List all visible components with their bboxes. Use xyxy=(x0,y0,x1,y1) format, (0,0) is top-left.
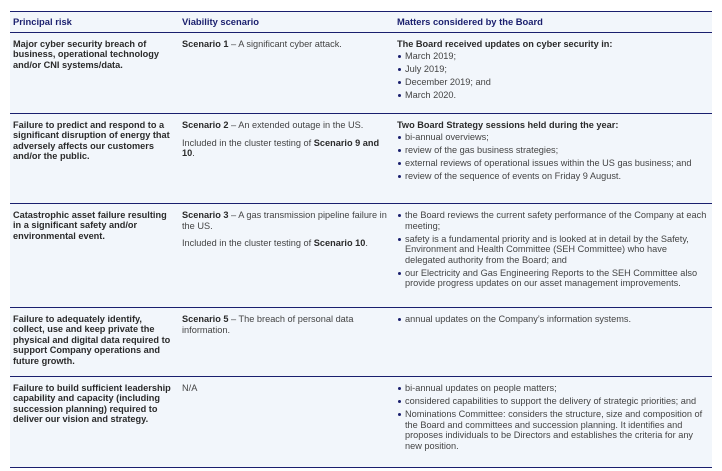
list-item xyxy=(397,51,707,62)
scenario-text: – A significant cyber attack. xyxy=(228,39,342,49)
matters-cell xyxy=(397,314,707,327)
list-item-text: annual updates on the Company’s information systems. xyxy=(405,314,632,324)
scenario-label: Scenario 10 xyxy=(313,238,366,249)
viability-scenario-cell xyxy=(182,39,387,57)
list-item xyxy=(397,409,707,451)
scenario-label: Scenario 9 and 10 xyxy=(182,137,380,159)
list-item-text: Nominations Committee: considers the structure, size and composition of the Board and committees and succession planning. It identifies and proposes individuals to be Directors and establishes the criteria for any new position. xyxy=(405,408,703,451)
scenario-label: Scenario 1 xyxy=(182,39,229,49)
principal-risk-cell: Failure to build sufficient leadership capability and capacity (including succession planning) required to deliver our vision and strategy. xyxy=(13,383,171,425)
list-item xyxy=(397,383,707,394)
bullet-icon xyxy=(398,162,401,165)
principal-risk-cell: Failure to adequately identify, collect, use and keep private the physical and digital data required to support Company operations and future growth. xyxy=(13,314,171,366)
list-item xyxy=(397,90,707,101)
matters-list xyxy=(397,132,707,182)
scenario-line xyxy=(182,210,387,231)
bullet-icon xyxy=(398,318,401,321)
list-item-text: bi-annual overviews; xyxy=(405,131,489,142)
list-item-text: our Electricity and Gas Engineering Reports to the SEH Committee also provide progress updates on our asset management improvements. xyxy=(405,267,698,289)
matters-list xyxy=(397,383,707,451)
viability-scenario-cell xyxy=(182,210,387,256)
matters-cell xyxy=(397,210,707,291)
bullet-icon xyxy=(398,68,401,71)
matters-lead: Two Board Strategy sessions held during the year: xyxy=(397,120,619,130)
bullet-icon xyxy=(398,175,401,178)
header-principal-risk: Principal risk xyxy=(13,16,72,27)
scenario-line xyxy=(182,120,387,131)
table-row xyxy=(10,377,712,468)
list-item-text: considered capabilities to support the delivery of strategic priorities; and xyxy=(405,395,697,406)
list-item xyxy=(397,171,707,182)
matters-lead: The Board received updates on cyber security in: xyxy=(397,39,613,49)
list-item-text: bi-annual updates on people matters; xyxy=(405,383,557,393)
list-item xyxy=(397,234,707,266)
matters-list xyxy=(397,51,707,101)
list-item xyxy=(397,145,707,156)
bullet-icon xyxy=(398,136,401,139)
table-header-row xyxy=(10,12,712,33)
list-item xyxy=(397,132,707,143)
list-item-text: March 2020. xyxy=(405,89,457,100)
matters-cell xyxy=(397,120,707,184)
list-item xyxy=(397,268,707,289)
scenario-label: Scenario 3 xyxy=(182,210,229,220)
scenario-cluster-line xyxy=(182,138,387,159)
bullet-icon xyxy=(398,400,401,403)
bullet-icon xyxy=(398,149,401,152)
header-viability-scenario: Viability scenario xyxy=(182,16,259,27)
bullet-icon xyxy=(398,387,401,390)
list-item xyxy=(397,314,707,325)
scenario-label: Scenario 2 xyxy=(182,120,229,130)
matters-list xyxy=(397,210,707,289)
list-item-text: March 2019; xyxy=(405,50,457,61)
viability-scenario-cell xyxy=(182,120,387,166)
list-item-text: the Board reviews the current safety performance of the Company at each meeting; xyxy=(405,210,707,231)
header-matters-considered: Matters considered by the Board xyxy=(397,16,543,27)
list-item-text: safety is a fundamental priority and is looked at in detail by the Safety, Environment and Health Committee (SEH Committee) who have delegated authority from the Board; and xyxy=(405,233,689,265)
viability-scenario-cell xyxy=(182,314,387,342)
list-item xyxy=(397,64,707,75)
scenario-text: – A gas transmission pipeline failure in the US. xyxy=(182,210,387,231)
bullet-icon xyxy=(398,238,401,241)
bullet-icon xyxy=(398,272,401,275)
scenario-text: Included in the cluster testing of xyxy=(182,137,314,148)
list-item-text: July 2019; xyxy=(405,63,447,74)
principal-risk-cell: Catastrophic asset failure resulting in a significant safety and/or environmental event. xyxy=(13,210,167,241)
table-row xyxy=(10,308,712,377)
scenario-line xyxy=(182,383,387,394)
list-item xyxy=(397,396,707,407)
table-row xyxy=(10,114,712,204)
bullet-icon xyxy=(398,214,401,217)
list-item xyxy=(397,77,707,88)
scenario-label: Scenario 5 xyxy=(182,314,229,324)
list-item-text: external reviews of operational issues within the US gas business; and xyxy=(405,157,692,168)
bullet-icon xyxy=(398,81,401,84)
principal-risk-cell: Major cyber security breach of business, operational technology and/or CNI systems/data. xyxy=(13,39,160,70)
matters-cell xyxy=(397,39,707,103)
matters-list xyxy=(397,314,707,325)
bullet-icon xyxy=(398,55,401,58)
scenario-line xyxy=(182,314,387,335)
table-row xyxy=(10,33,712,114)
scenario-line xyxy=(182,39,387,50)
list-item xyxy=(397,210,707,231)
list-item-text: review of the gas business strategies; xyxy=(405,144,559,155)
bullet-icon xyxy=(398,94,401,97)
list-item-text: December 2019; and xyxy=(405,76,491,87)
list-item xyxy=(397,158,707,169)
bullet-icon xyxy=(398,413,401,416)
table-row xyxy=(10,204,712,308)
scenario-text: N/A xyxy=(182,383,198,393)
scenario-text: – An extended outage in the US. xyxy=(228,120,364,130)
list-item-text: review of the sequence of events on Friday 9 August. xyxy=(405,170,622,181)
scenario-tail: . xyxy=(192,148,195,159)
scenario-text: – The breach of personal data information. xyxy=(182,314,354,335)
scenario-cluster-line xyxy=(182,238,387,249)
principal-risk-cell: Failure to predict and respond to a significant disruption of energy that adversely affects our customers and/or the public. xyxy=(13,120,170,162)
board-risk-table xyxy=(10,11,712,468)
scenario-tail: . xyxy=(365,238,368,249)
matters-cell xyxy=(397,383,707,454)
scenario-text: Included in the cluster testing of xyxy=(182,238,314,249)
viability-scenario-cell xyxy=(182,383,387,401)
